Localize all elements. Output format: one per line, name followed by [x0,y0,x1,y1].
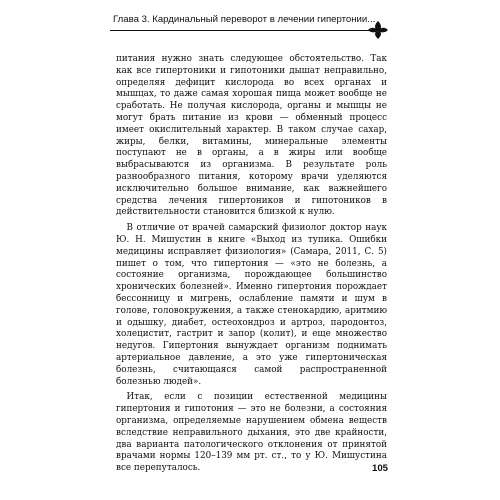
paragraph-continuation: питания нужно знать следующее обстоятельство. Так как все гипертоники и гипотоники дышат неправильно, определяя дефицит кислорода во всех органах и мышцах, то даже самая хорошая пища может вообще не сработать. Не получая кислорода, органы и мышцы не могут брать питание из крови — обменный процесс имеет окислительный характер. В таком случае сахар, жиры, белки, витамины, минеральные элементы поступают не в органы, а в жиры или вообще выбрасываются из организма. В результате роль разнообразного питания, которому врачи уделяются исключительно большое внимание, как важнейшего средства лечения гипертоников и гипотоников в действительности становится близкой к нулю. [116,54,387,218]
paragraph-mishustin-quote: В отличие от врачей самарский физиолог доктор наук Ю. Н. Мишустин в книге «Выход из тупика. Ошибки медицины исправляет физиология» (Самара, 2011, С. 5) пишет о том, что гипертония — «это не болезнь, а состояние организма, порождающее большинство хронических болезней». Именно гипертония порождает бессонницу и мигрень, ослабление памяти и шум в голове, головокружения, а также стенокардию, аритмию и одышку, диабет, остеохондроз и артроз, пародонтоз, холецистит, гастрит и запор (колит), и еще множество недугов. Гипертония вынуждает организм поднимать артериальное давление, а это уже гипертоническая болезнь, считающаяся самой распространенной болезнью людей». [116,223,387,387]
header-rule [110,30,378,31]
leaf-ornament-icon [366,20,390,40]
body-text [116,54,387,475]
running-header: Глава 3. Кардинальный переворот в лечении гипертонии... [113,14,376,25]
paragraph-conclusion: Итак, если с позиции естественной медицины гипертония и гипотония — это не болезни, а состояния организма, определяемые нарушением обмена веществ вследствие неправильного дыхания, это две крайности, два варианта патологического отклонения от принятой врачами нормы 120–139 мм рт. ст., то у Ю. Мишустина все перепуталось. [116,392,387,474]
page-number: 105 [371,463,388,474]
